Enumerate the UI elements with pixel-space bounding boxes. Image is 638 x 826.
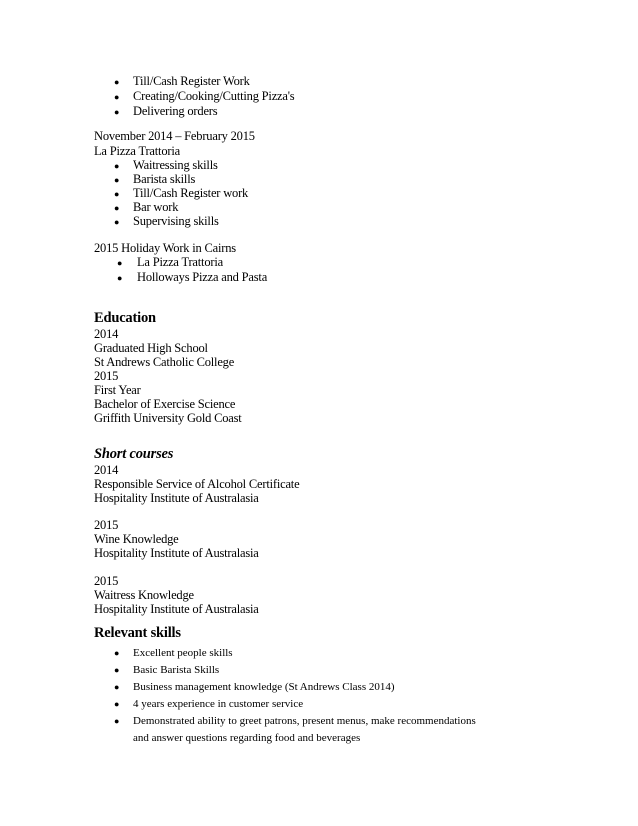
bullet-icon: ● bbox=[114, 77, 120, 87]
list-item: La Pizza Trattoria bbox=[137, 255, 223, 269]
bullet-icon: ● bbox=[114, 107, 120, 117]
education-line: First Year bbox=[94, 383, 141, 397]
bullet-icon: ● bbox=[114, 682, 120, 692]
job-employer: La Pizza Trattoria bbox=[94, 144, 180, 158]
course-year: 2015 bbox=[94, 574, 119, 588]
skill-item: Basic Barista Skills bbox=[133, 664, 220, 676]
list-item: Creating/Cooking/Cutting Pizza's bbox=[133, 89, 295, 103]
bullet-icon: ● bbox=[114, 217, 120, 227]
education-line: 2014 bbox=[94, 327, 119, 341]
bullet-icon: ● bbox=[114, 203, 120, 213]
job-title: 2015 Holiday Work in Cairns bbox=[94, 241, 236, 255]
bullet-icon: ● bbox=[114, 699, 120, 709]
course-provider: Hospitality Institute of Australasia bbox=[94, 546, 259, 560]
bullet-icon: ● bbox=[114, 175, 120, 185]
course-name: Wine Knowledge bbox=[94, 532, 179, 546]
skill-item: Excellent people skills bbox=[133, 647, 233, 659]
bullet-icon: ● bbox=[117, 273, 123, 283]
education-line: St Andrews Catholic College bbox=[94, 355, 235, 369]
section-heading: Short courses bbox=[94, 446, 174, 462]
course-name: Waitress Knowledge bbox=[94, 588, 194, 602]
bullet-icon: ● bbox=[114, 92, 120, 102]
bullet-icon: ● bbox=[114, 648, 120, 658]
course-provider: Hospitality Institute of Australasia bbox=[94, 602, 259, 616]
list-item: Till/Cash Register Work bbox=[133, 74, 250, 88]
list-item: Supervising skills bbox=[133, 214, 219, 228]
course-year: 2015 bbox=[94, 518, 119, 532]
bullet-icon: ● bbox=[117, 258, 123, 268]
list-item: Delivering orders bbox=[133, 104, 218, 118]
course-provider: Hospitality Institute of Australasia bbox=[94, 491, 259, 505]
list-item: Barista skills bbox=[133, 172, 196, 186]
list-item: Till/Cash Register work bbox=[133, 186, 249, 200]
section-heading: Education bbox=[94, 310, 156, 326]
bullet-icon: ● bbox=[114, 716, 120, 726]
course-name: Responsible Service of Alcohol Certificate bbox=[94, 477, 300, 491]
skill-item: 4 years experience in customer service bbox=[133, 698, 304, 710]
education-line: 2015 bbox=[94, 369, 119, 383]
skill-item-continuation: and answer questions regarding food and beverages bbox=[133, 732, 361, 744]
skill-item: Demonstrated ability to greet patrons, present menus, make recommendations bbox=[133, 715, 476, 727]
bullet-icon: ● bbox=[114, 189, 120, 199]
section-heading: Relevant skills bbox=[94, 625, 181, 641]
education-line: Graduated High School bbox=[94, 341, 208, 355]
list-item: Holloways Pizza and Pasta bbox=[137, 270, 268, 284]
education-line: Griffith University Gold Coast bbox=[94, 411, 242, 425]
job-dates: November 2014 – February 2015 bbox=[94, 129, 255, 143]
bullet-icon: ● bbox=[114, 161, 120, 171]
list-item: Bar work bbox=[133, 200, 179, 214]
list-item: Waitressing skills bbox=[133, 158, 218, 172]
bullet-icon: ● bbox=[114, 665, 120, 675]
course-year: 2014 bbox=[94, 463, 119, 477]
skill-item: Business management knowledge (St Andrews Class 2014) bbox=[133, 681, 395, 693]
education-line: Bachelor of Exercise Science bbox=[94, 397, 236, 411]
